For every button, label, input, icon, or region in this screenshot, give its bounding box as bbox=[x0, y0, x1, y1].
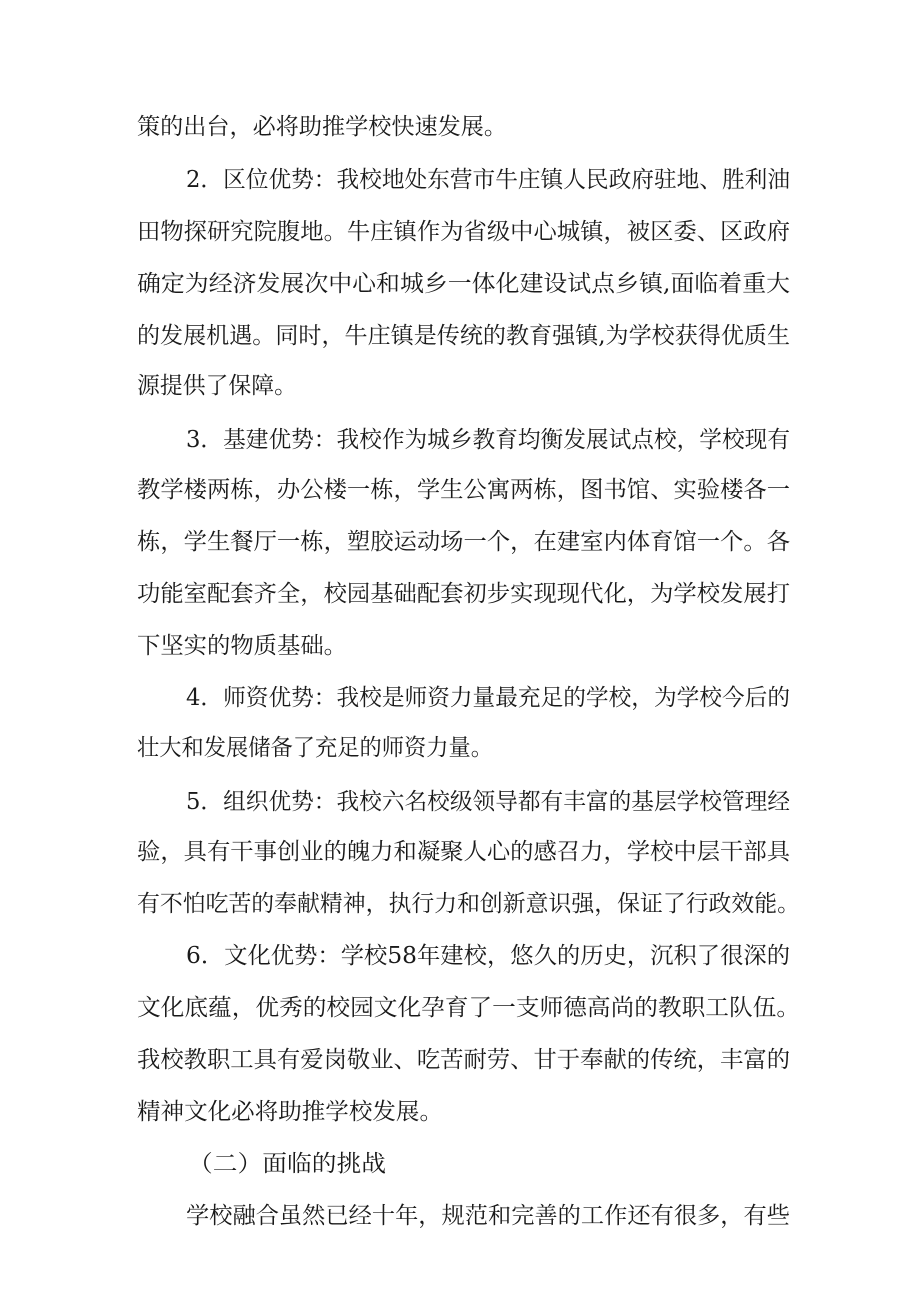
text-line: 壮大和发展储备了充足的师资力量。 bbox=[137, 735, 494, 761]
text-line: 2．区位优势：我校地处东营市牛庄镇人民政府驻地、胜利油 bbox=[186, 167, 791, 193]
text-line: 策的出台，必将助推学校快速发展。 bbox=[137, 114, 507, 140]
text-line: 文化底蕴，优秀的校园文化孕育了一支师德高尚的教职工队伍。 bbox=[137, 995, 800, 1021]
text-line: 我校教职工具有爱岗敬业、吃苦耐劳、甘于奉献的传统，丰富的 bbox=[137, 1047, 791, 1073]
text-line: 下坚实的物质基础。 bbox=[137, 633, 348, 659]
text-line: 3．基建优势：我校作为城乡教育均衡发展试点校，学校现有 bbox=[186, 427, 791, 453]
text-line: 5．组织优势：我校六名校级领导都有丰富的基层学校管理经 bbox=[186, 789, 791, 815]
text-line: 源提供了保障。 bbox=[137, 373, 298, 399]
text-line: 教学楼两栋，办公楼一栋，学生公寓两栋，图书馆、实验楼各一 bbox=[137, 477, 791, 503]
text-line: 精神文化必将助推学校发展。 bbox=[137, 1099, 443, 1125]
text-line: 学校融合虽然已经十年，规范和完善的工作还有很多，有些 bbox=[186, 1203, 790, 1229]
text-line: 栋，学生餐厅一栋，塑胶运动场一个，在建室内体育馆一个。各 bbox=[137, 529, 791, 555]
text-line: 验，具有干事创业的魄力和凝聚人心的感召力，学校中层干部具 bbox=[137, 839, 791, 865]
text-line: 6．文化优势：学校58年建校，悠久的历史，沉积了很深的 bbox=[186, 943, 791, 969]
text-line: 确定为经济发展次中心和城乡一体化建设试点乡镇,面临着重大 bbox=[137, 271, 791, 297]
section-heading: （二）面临的挑战 bbox=[188, 1151, 387, 1177]
text-line: 4．师资优势：我校是师资力量最充足的学校，为学校今后的 bbox=[186, 685, 791, 711]
text-line: 的发展机遇。同时，牛庄镇是传统的教育强镇,为学校获得优质生 bbox=[137, 323, 791, 349]
text-line: 功能室配套齐全，校园基础配套初步实现现代化，为学校发展打 bbox=[137, 581, 791, 607]
text-line: 有不怕吃苦的奉献精神，执行力和创新意识强，保证了行政效能。 bbox=[137, 891, 800, 917]
text-line: 田物探研究院腹地。牛庄镇作为省级中心城镇，被区委、区政府 bbox=[137, 219, 791, 245]
